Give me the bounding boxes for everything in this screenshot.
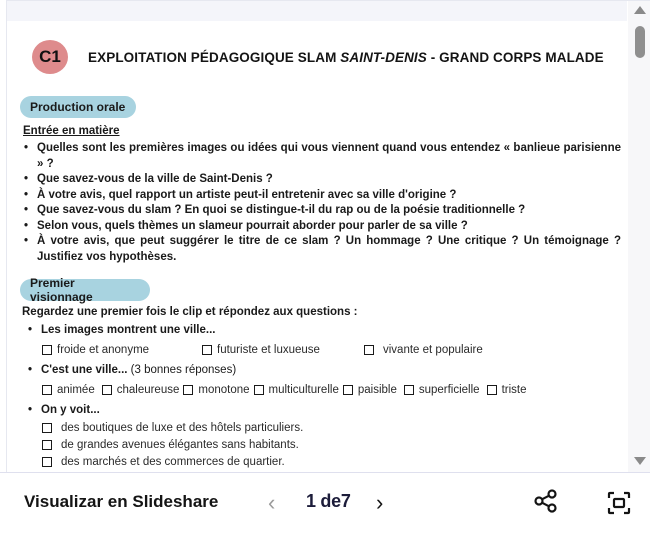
option[interactable] bbox=[42, 456, 285, 468]
title-italic-text: SAINT-DENIS bbox=[340, 50, 427, 65]
checkbox-icon[interactable] bbox=[42, 385, 52, 395]
checkbox-icon[interactable] bbox=[42, 440, 52, 450]
viewer-footer bbox=[0, 472, 650, 537]
page-indicator bbox=[306, 491, 351, 512]
section-pill-premier-visionnage: Premier visionnage bbox=[20, 279, 150, 301]
option-label: froide et anonyme bbox=[57, 344, 150, 356]
slide-content bbox=[7, 21, 627, 471]
option[interactable] bbox=[42, 439, 299, 451]
page-total: 7 bbox=[340, 491, 351, 511]
section-pill-production-orale: Production orale bbox=[20, 96, 136, 118]
checkbox-icon[interactable] bbox=[42, 345, 52, 355]
title-text-end: - GRAND CORPS MALADE bbox=[426, 50, 604, 65]
question-label bbox=[41, 324, 215, 336]
scrollbar-thumb[interactable] bbox=[635, 26, 645, 58]
checkbox-icon[interactable] bbox=[364, 345, 374, 355]
page-current: 1 bbox=[306, 491, 316, 511]
title-text: EXPLOITATION PÉDAGOGIQUE SLAM bbox=[88, 50, 341, 65]
option[interactable] bbox=[364, 344, 483, 356]
question-label bbox=[41, 364, 236, 376]
viewer-top-bar bbox=[7, 1, 627, 21]
question-item: • Que savez-vous de la ville de Saint-Denis ? bbox=[23, 172, 621, 188]
scroll-down-arrow-icon[interactable] bbox=[634, 457, 646, 465]
option-label: des boutiques de luxe et des hôtels particuliers. bbox=[61, 422, 304, 434]
option-label: de grandes avenues élégantes sans habitants. bbox=[61, 439, 299, 451]
option-label: multiculturelle bbox=[268, 384, 339, 396]
question-note: (3 bonnes réponses) bbox=[127, 364, 237, 376]
checkbox-icon[interactable] bbox=[183, 385, 193, 395]
level-badge: C1 bbox=[32, 40, 68, 74]
option-label: animée bbox=[57, 384, 95, 396]
option[interactable] bbox=[183, 384, 249, 396]
question-label-text: On y voit... bbox=[41, 404, 100, 416]
page-separator: de bbox=[320, 491, 341, 511]
subheading-entree-en-matiere: Entrée en matière bbox=[23, 125, 120, 137]
checkbox-icon[interactable] bbox=[343, 385, 353, 395]
chevron-left-icon[interactable]: ‹ bbox=[268, 490, 276, 515]
options-row bbox=[42, 384, 527, 396]
question-item: • À votre avis, que peut suggérer le titre de ce slam ? Un hommage ? Une critique ? Un témoignage ? Justifiez vos hypothèses. bbox=[23, 234, 621, 265]
instruction-text: Regardez une premier fois le clip et répondez aux questions : bbox=[22, 306, 358, 318]
share-icon[interactable] bbox=[533, 488, 559, 514]
option-label: triste bbox=[501, 384, 527, 396]
checkbox-icon[interactable] bbox=[102, 385, 112, 395]
question-label-text: C'est une ville... bbox=[41, 364, 128, 376]
option-label: vivante et populaire bbox=[383, 344, 483, 356]
option[interactable] bbox=[254, 384, 339, 396]
checkbox-icon[interactable] bbox=[42, 423, 52, 433]
fullscreen-icon[interactable] bbox=[606, 490, 632, 516]
question-list bbox=[23, 141, 621, 265]
option[interactable] bbox=[42, 422, 303, 434]
option[interactable] bbox=[487, 384, 527, 396]
option-label: monotone bbox=[198, 384, 250, 396]
option[interactable] bbox=[102, 384, 180, 396]
option[interactable] bbox=[202, 344, 364, 356]
chevron-right-icon[interactable]: › bbox=[376, 490, 384, 515]
option-label: chaleureuse bbox=[116, 384, 180, 396]
question-item: • Selon vous, quels thèmes un slameur pourrait aborder pour parler de sa ville ? bbox=[23, 219, 621, 235]
options-row bbox=[42, 344, 483, 356]
question-item: • Quelles sont les premières images ou idées qui vous viennent quand vous entendez « banlieue parisienne » ? bbox=[23, 141, 621, 172]
question-item: • Que savez-vous du slam ? En quoi se distingue-t-il du rap ou de la poésie traditionnelle ? bbox=[23, 203, 621, 219]
option-label: paisible bbox=[357, 384, 397, 396]
option[interactable] bbox=[343, 384, 397, 396]
option-label: futuriste et luxueuse bbox=[217, 344, 320, 356]
question-item: • À votre avis, quel rapport un artiste peut-il entretenir avec sa ville d'origine ? bbox=[23, 188, 621, 204]
option[interactable] bbox=[42, 384, 95, 396]
option-label: des marchés et des commerces de quartier. bbox=[61, 456, 285, 468]
view-on-slideshare-link[interactable]: Visualizar en Slideshare bbox=[24, 492, 219, 511]
scrollbar-track[interactable] bbox=[628, 1, 650, 472]
checkbox-icon[interactable] bbox=[404, 385, 414, 395]
slide-title bbox=[88, 50, 604, 65]
checkbox-icon[interactable] bbox=[487, 385, 497, 395]
scroll-up-arrow-icon[interactable] bbox=[634, 6, 646, 14]
option[interactable] bbox=[42, 344, 202, 356]
option[interactable] bbox=[404, 384, 480, 396]
checkbox-icon[interactable] bbox=[254, 385, 264, 395]
option-label: superficielle bbox=[418, 384, 480, 396]
question-label-text: Les images montrent une ville... bbox=[41, 324, 216, 336]
question-label bbox=[41, 404, 100, 416]
checkbox-icon[interactable] bbox=[202, 345, 212, 355]
checkbox-icon[interactable] bbox=[42, 457, 52, 467]
